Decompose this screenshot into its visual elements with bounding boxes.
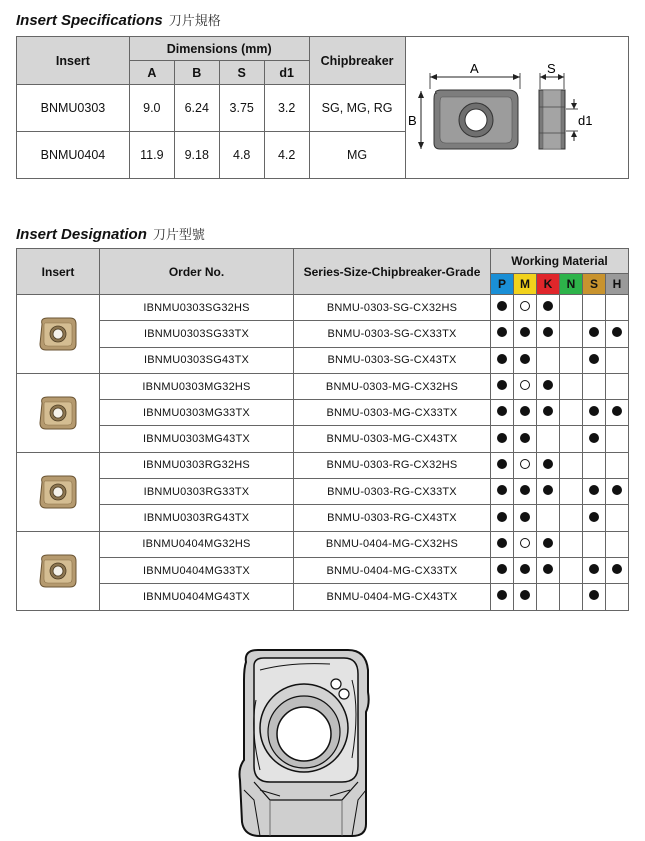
order-no-cell: IBNMU0303SG32HS <box>100 295 294 321</box>
series-cell: BNMU-0303-RG-CX43TX <box>294 505 491 531</box>
material-mark-cell <box>491 584 514 610</box>
order-no-cell: IBNMU0404MG33TX <box>100 557 294 583</box>
material-mark-cell <box>537 373 560 399</box>
order-no-cell: IBNMU0303RG33TX <box>100 479 294 505</box>
filled-circle-icon <box>543 564 553 574</box>
material-mark-cell <box>606 426 629 452</box>
material-mark-cell <box>514 295 537 321</box>
material-mark-cell <box>514 321 537 347</box>
filled-circle-icon <box>520 590 530 600</box>
material-mark-cell <box>537 452 560 478</box>
material-mark-cell <box>537 479 560 505</box>
filled-circle-icon <box>520 564 530 574</box>
desig-header-order-no: Order No. <box>100 249 294 295</box>
material-mark-cell <box>491 531 514 557</box>
filled-circle-icon <box>589 433 599 443</box>
material-mark-cell <box>560 321 583 347</box>
series-cell: BNMU-0303-RG-CX32HS <box>294 452 491 478</box>
material-mark-cell <box>560 584 583 610</box>
material-mark-cell <box>491 479 514 505</box>
material-mark-cell <box>514 426 537 452</box>
table-row <box>17 400 629 426</box>
material-mark-cell <box>606 400 629 426</box>
spec-cell-d1: 4.2 <box>264 132 309 179</box>
material-mark-cell <box>491 347 514 373</box>
material-mark-cell <box>514 452 537 478</box>
filled-circle-icon <box>520 433 530 443</box>
dim-label-s: S <box>546 61 556 76</box>
material-mark-cell <box>560 479 583 505</box>
material-mark-cell <box>583 426 606 452</box>
insert-thumbnail-icon <box>36 314 80 354</box>
series-cell: BNMU-0303-RG-CX33TX <box>294 479 491 505</box>
order-no-cell: IBNMU0303RG43TX <box>100 505 294 531</box>
insert-large-illustration <box>230 640 400 840</box>
material-mark-cell <box>514 373 537 399</box>
spec-header-chipbreaker: Chipbreaker <box>309 37 405 85</box>
insert-thumbnail-icon <box>36 472 80 512</box>
series-cell: BNMU-0303-MG-CX33TX <box>294 400 491 426</box>
series-cell: BNMU-0404-MG-CX32HS <box>294 531 491 557</box>
material-mark-cell <box>514 584 537 610</box>
insert-dimension-drawing <box>406 37 628 177</box>
material-mark-cell <box>560 531 583 557</box>
order-no-cell: IBNMU0303MG43TX <box>100 426 294 452</box>
order-no-cell: IBNMU0303MG32HS <box>100 373 294 399</box>
filled-circle-icon <box>497 459 507 469</box>
material-mark-cell <box>606 479 629 505</box>
material-mark-cell <box>491 321 514 347</box>
series-cell: BNMU-0303-SG-CX43TX <box>294 347 491 373</box>
material-mark-cell <box>606 295 629 321</box>
material-mark-cell <box>606 505 629 531</box>
material-mark-cell <box>537 400 560 426</box>
material-mark-cell <box>583 584 606 610</box>
material-mark-cell <box>491 400 514 426</box>
material-header-s: S <box>583 274 606 295</box>
filled-circle-icon <box>589 512 599 522</box>
insert-image-cell <box>17 531 100 610</box>
material-header-h: H <box>606 274 629 295</box>
order-no-cell: IBNMU0404MG43TX <box>100 584 294 610</box>
material-mark-cell <box>537 295 560 321</box>
material-mark-cell <box>537 557 560 583</box>
spec-cell-a: 11.9 <box>129 132 174 179</box>
table-row <box>17 452 629 478</box>
table-row <box>17 531 629 557</box>
material-mark-cell <box>514 347 537 373</box>
open-circle-icon <box>520 538 530 548</box>
table-row <box>17 426 629 452</box>
material-mark-cell <box>560 557 583 583</box>
open-circle-icon <box>520 459 530 469</box>
material-mark-cell <box>583 321 606 347</box>
material-mark-cell <box>514 479 537 505</box>
filled-circle-icon <box>612 564 622 574</box>
material-mark-cell <box>560 452 583 478</box>
order-no-cell: IBNMU0303SG43TX <box>100 347 294 373</box>
material-mark-cell <box>583 505 606 531</box>
filled-circle-icon <box>589 406 599 416</box>
order-no-cell: IBNMU0303SG33TX <box>100 321 294 347</box>
filled-circle-icon <box>543 459 553 469</box>
spec-section-title <box>16 10 221 29</box>
spec-header-a: A <box>129 61 174 85</box>
material-mark-cell <box>583 557 606 583</box>
spec-header-b: B <box>174 61 219 85</box>
series-cell: BNMU-0404-MG-CX33TX <box>294 557 491 583</box>
spec-table <box>16 36 629 179</box>
filled-circle-icon <box>497 380 507 390</box>
table-row <box>17 373 629 399</box>
filled-circle-icon <box>497 301 507 311</box>
designation-title-en: Insert Designation <box>16 226 147 243</box>
spec-cell-d1: 3.2 <box>264 85 309 132</box>
material-mark-cell <box>537 347 560 373</box>
material-mark-cell <box>514 505 537 531</box>
material-mark-cell <box>537 531 560 557</box>
material-mark-cell <box>537 321 560 347</box>
filled-circle-icon <box>497 590 507 600</box>
filled-circle-icon <box>543 538 553 548</box>
material-mark-cell <box>491 295 514 321</box>
dim-label-d1: d1 <box>577 113 592 128</box>
material-mark-cell <box>583 479 606 505</box>
material-mark-cell <box>514 557 537 583</box>
table-row <box>17 295 629 321</box>
material-header-n: N <box>560 274 583 295</box>
material-mark-cell <box>606 452 629 478</box>
material-mark-cell <box>491 452 514 478</box>
material-mark-cell <box>491 373 514 399</box>
material-mark-cell <box>560 400 583 426</box>
insert-image-cell <box>17 452 100 531</box>
filled-circle-icon <box>543 327 553 337</box>
filled-circle-icon <box>612 485 622 495</box>
filled-circle-icon <box>543 301 553 311</box>
material-header-p: P <box>491 274 514 295</box>
material-mark-cell <box>583 452 606 478</box>
filled-circle-icon <box>520 354 530 364</box>
designation-section-title <box>16 224 205 243</box>
filled-circle-icon <box>497 564 507 574</box>
filled-circle-icon <box>589 354 599 364</box>
material-mark-cell <box>560 295 583 321</box>
filled-circle-icon <box>612 406 622 416</box>
filled-circle-icon <box>497 406 507 416</box>
material-mark-cell <box>606 584 629 610</box>
material-header-k: K <box>537 274 560 295</box>
designation-title-zh: 刀片型號 <box>152 228 205 243</box>
table-row <box>17 557 629 583</box>
material-mark-cell <box>491 426 514 452</box>
order-no-cell: IBNMU0303RG32HS <box>100 452 294 478</box>
spec-title-zh: 刀片規格 <box>168 14 221 29</box>
material-header-m: M <box>514 274 537 295</box>
spec-header-d1: d1 <box>264 61 309 85</box>
dim-label-b: B <box>407 113 417 128</box>
material-mark-cell <box>583 400 606 426</box>
filled-circle-icon <box>497 485 507 495</box>
series-cell: BNMU-0303-MG-CX32HS <box>294 373 491 399</box>
material-mark-cell <box>583 295 606 321</box>
filled-circle-icon <box>497 433 507 443</box>
spec-drawing-cell <box>405 37 628 179</box>
material-mark-cell <box>606 347 629 373</box>
material-mark-cell <box>560 373 583 399</box>
spec-header-s: S <box>219 61 264 85</box>
filled-circle-icon <box>543 380 553 390</box>
spec-cell-insert: BNMU0404 <box>17 132 130 179</box>
filled-circle-icon <box>497 538 507 548</box>
material-mark-cell <box>514 400 537 426</box>
open-circle-icon <box>520 380 530 390</box>
order-no-cell: IBNMU0404MG32HS <box>100 531 294 557</box>
material-mark-cell <box>537 584 560 610</box>
series-cell: BNMU-0404-MG-CX43TX <box>294 584 491 610</box>
spec-cell-insert: BNMU0303 <box>17 85 130 132</box>
material-mark-cell <box>560 505 583 531</box>
material-mark-cell <box>491 557 514 583</box>
filled-circle-icon <box>497 327 507 337</box>
spec-cell-a: 9.0 <box>129 85 174 132</box>
spec-header-insert: Insert <box>17 37 130 85</box>
dim-label-a: A <box>469 61 479 76</box>
material-mark-cell <box>606 373 629 399</box>
spec-cell-chipbreaker: MG <box>309 132 405 179</box>
table-row <box>17 479 629 505</box>
material-mark-cell <box>583 373 606 399</box>
filled-circle-icon <box>589 564 599 574</box>
spec-title-en: Insert Specifications <box>16 12 163 29</box>
table-row <box>17 347 629 373</box>
spec-cell-s: 3.75 <box>219 85 264 132</box>
filled-circle-icon <box>612 327 622 337</box>
insert-thumbnail-icon <box>36 551 80 591</box>
filled-circle-icon <box>520 327 530 337</box>
filled-circle-icon <box>543 485 553 495</box>
table-row <box>17 505 629 531</box>
material-mark-cell <box>606 531 629 557</box>
filled-circle-icon <box>520 512 530 522</box>
filled-circle-icon <box>520 406 530 416</box>
material-mark-cell <box>583 347 606 373</box>
filled-circle-icon <box>543 406 553 416</box>
desig-header-working-material: Working Material <box>491 249 629 274</box>
designation-table <box>16 248 629 611</box>
filled-circle-icon <box>520 485 530 495</box>
filled-circle-icon <box>497 512 507 522</box>
material-mark-cell <box>514 531 537 557</box>
material-mark-cell <box>560 347 583 373</box>
series-cell: BNMU-0303-SG-CX33TX <box>294 321 491 347</box>
insert-image-cell <box>17 295 100 374</box>
filled-circle-icon <box>589 485 599 495</box>
series-cell: BNMU-0303-SG-CX32HS <box>294 295 491 321</box>
material-mark-cell <box>491 505 514 531</box>
table-row <box>17 321 629 347</box>
series-cell: BNMU-0303-MG-CX43TX <box>294 426 491 452</box>
spec-header-dimensions: Dimensions (mm) <box>129 37 309 61</box>
table-row <box>17 584 629 610</box>
spec-cell-b: 6.24 <box>174 85 219 132</box>
order-no-cell: IBNMU0303MG33TX <box>100 400 294 426</box>
material-mark-cell <box>537 505 560 531</box>
spec-cell-b: 9.18 <box>174 132 219 179</box>
material-mark-cell <box>537 426 560 452</box>
filled-circle-icon <box>497 354 507 364</box>
spec-cell-s: 4.8 <box>219 132 264 179</box>
material-mark-cell <box>606 321 629 347</box>
material-mark-cell <box>560 426 583 452</box>
desig-header-series: Series-Size-Chipbreaker-Grade <box>294 249 491 295</box>
filled-circle-icon <box>589 590 599 600</box>
desig-header-insert: Insert <box>17 249 100 295</box>
insert-thumbnail-icon <box>36 393 80 433</box>
spec-cell-chipbreaker: SG, MG, RG <box>309 85 405 132</box>
material-mark-cell <box>583 531 606 557</box>
insert-image-cell <box>17 373 100 452</box>
open-circle-icon <box>520 301 530 311</box>
material-mark-cell <box>606 557 629 583</box>
filled-circle-icon <box>589 327 599 337</box>
